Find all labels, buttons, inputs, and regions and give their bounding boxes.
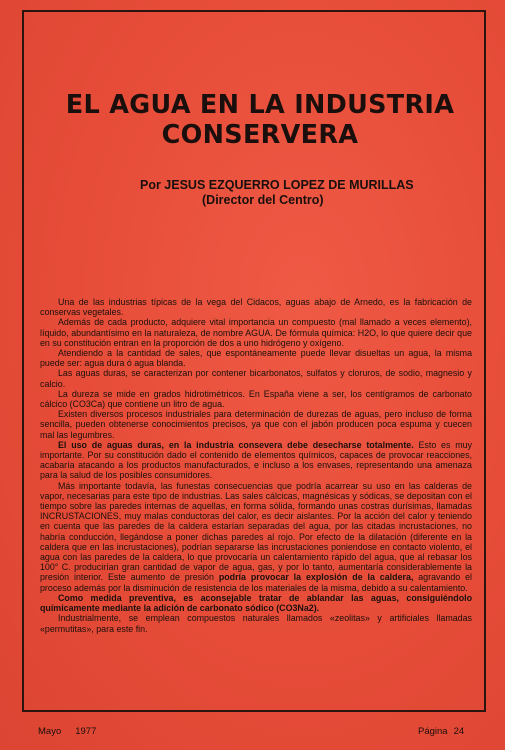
- paragraph: Como medida preventiva, es aconsejable tratar de ablandar las aguas, consiguiéndolo químicamente mediante la adición de carbonato sódico (CO3Na2).: [40, 592, 472, 614]
- footer-page: [418, 726, 464, 737]
- paragraph: Además de cada producto, adquiere vital importancia un compuesto (mal llamado a veces elemento), líquido, abundantísimo en la naturaleza, de nombre AGUA. De fórmula química: H2O, lo que quiere decir que en su constitución entran en la proporción de dos a uno hidrógeno y oxígeno.: [40, 317, 472, 348]
- title-line-1: EL AGUA EN LA INDUSTRIA: [65, 90, 455, 120]
- article-body: [40, 297, 472, 634]
- footer-year: 1977: [75, 726, 97, 737]
- footer-page-label: Página: [418, 726, 448, 737]
- article-title: [40, 90, 480, 150]
- author-name: Por JESUS EZQUERRO LOPEZ DE MURILLAS: [140, 178, 414, 192]
- paragraph: Una de las industrias típicas de la vega del Cidacos, aguas abajo de Arnedo, es la fabricación de conservas vegetales.: [40, 297, 472, 318]
- paragraph: Existen diversos procesos industriales para determinación de durezas de aguas, pero incluso de forma sencilla, pueden obtenerse conocimientos precisos, ya que con el jabón producen poca espuma y cuecen mal las legumbres.: [40, 409, 472, 440]
- paragraph: Atendiendo a la cantidad de sales, que espontáneamente puede llevar disueltas un agua, la misma puede ser: agua dura ó agua blanda.: [40, 348, 472, 369]
- footer-date: [38, 726, 96, 737]
- paragraph: Más importante todavía, las funestas consecuencias que podría acarrear su uso en las calderas de vapor, necesarias para este tipo de industrias. Las sales cálcicas, magnésicas y sódicas, se depositan con el tiempo sobre las paredes internas de aquellas, en forma sólida, formando unas costras durísimas, llamadas INCRUSTACIONES, muy malas conductoras del calor, es decir aislantes. Por la acción del calor y teniendo en cuenta que las paredes de la caldera estarían separadas del agua, por las citadas incrustaciones, no habría conducción, llegándose a poner dichas paredes al rojo. Por efecto de la dilatación (diferente en la caldera que en las incrustaciones), podrían separarse las incrustaciones poniendose en contacto violento, el agua con las paredes de la caldera, lo que provocaría un calentamiento rápido del agua, que al rebasar los 100° C. producirían gran cantidad de vapor de agua, gas, y por lo tanto, aumentaría considerablemente la presión interior. Este aumento de presión podría provocar la explosión de la caldera, agravando el proceso además por la disminución de resistencia de los materiales de la misma, debido a su calentamiento.: [40, 480, 472, 593]
- footer-month: Mayo: [38, 726, 62, 737]
- author-role: (Director del Centro): [202, 193, 324, 207]
- byline: [140, 178, 480, 208]
- footer-page-number: 24: [453, 726, 465, 737]
- paragraph: El uso de aguas duras, en la industria consevera debe desecharse totalmente. Esto es muy importante. Por su constitución dado el contenido de elementos químicos, capaces de provocar reacciones, acabaría atacando a los productos manufacturados, e incluso a los envases, representando una amenaza para la salud de los posibles consumidores.: [40, 439, 472, 481]
- paragraph: Industrialmente, se emplean compuestos naturales llamados «zeolitas» y artificiales llamadas «permutitas», para este fin.: [40, 613, 472, 634]
- paragraph: La dureza se mide en grados hidrotimétricos. En España viene a ser, los centígramos de carbonato cálcico (CO3Ca) que contiene un litro de agua.: [40, 388, 472, 410]
- paragraph: Las aguas duras, se caracterizan por contener bicarbonatos, sulfatos y cloruros, de sodio, magnesio y calcio.: [40, 368, 472, 389]
- title-line-2: CONSERVERA: [161, 120, 359, 150]
